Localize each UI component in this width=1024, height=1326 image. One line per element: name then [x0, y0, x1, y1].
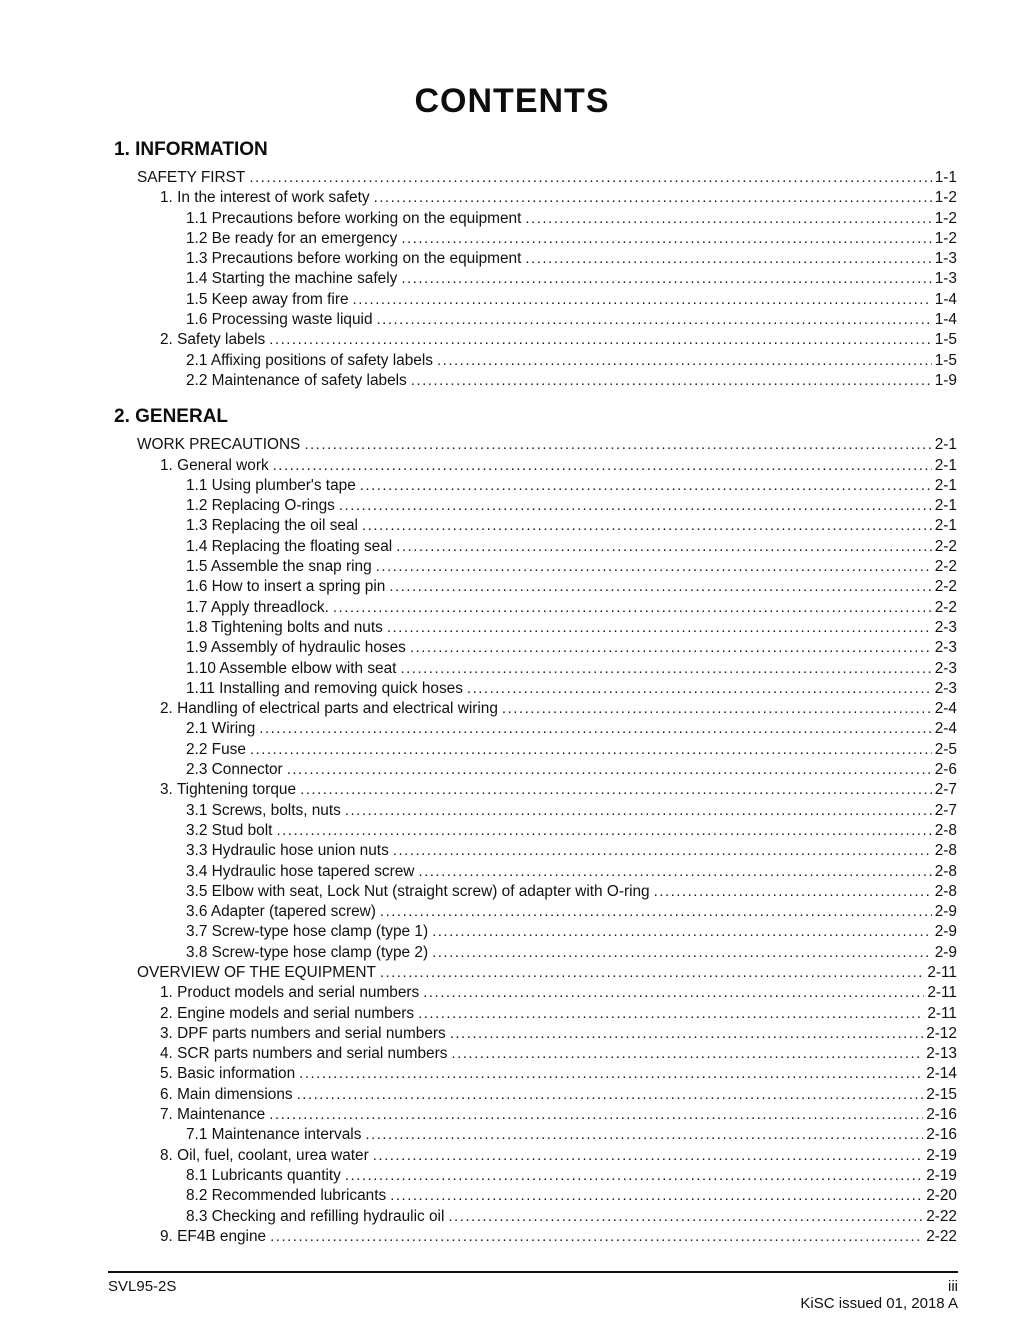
toc-entry-page: 2-16 [926, 1126, 957, 1144]
dot-leader [269, 330, 932, 350]
toc-entry-label: 2.3 Connector [186, 761, 283, 779]
dot-leader [380, 902, 932, 922]
toc-entry-label: 1.1 Precautions before working on the equipment [186, 209, 522, 227]
toc-entry-label: 1.7 Apply threadlock. [186, 598, 329, 616]
toc-row [160, 699, 957, 719]
dot-leader [299, 1064, 923, 1084]
footer-divider [108, 1271, 958, 1273]
toc-entry-page: 2-1 [934, 476, 957, 494]
dot-leader [345, 801, 932, 821]
toc-row [186, 638, 957, 658]
toc-row [186, 476, 957, 496]
toc-row [186, 209, 957, 229]
dot-leader [374, 188, 932, 208]
toc-entry-page: 2-2 [934, 537, 957, 555]
dot-leader [269, 1105, 923, 1125]
dot-leader [300, 780, 932, 800]
dot-leader [287, 760, 932, 780]
footer-model: SVL95-2S [108, 1278, 177, 1295]
toc-row [186, 801, 957, 821]
toc-entry-label: 3.4 Hydraulic hose tapered screw [186, 862, 415, 880]
toc-entry-label: 1.4 Replacing the floating seal [186, 537, 393, 555]
toc-entry-page: 1-2 [934, 209, 957, 227]
footer-issue: KiSC issued 01, 2018 A [800, 1295, 958, 1312]
toc-entry-page: 2-20 [926, 1187, 957, 1205]
toc-entry-label: 1.3 Replacing the oil seal [186, 517, 358, 535]
dot-leader [390, 1186, 923, 1206]
toc-row [186, 882, 957, 902]
toc-entry-page: 2-9 [934, 903, 957, 921]
dot-leader [525, 209, 931, 229]
toc-entry-label: 2.2 Maintenance of safety labels [186, 371, 407, 389]
toc-entry-label: 1.11 Installing and removing quick hoses [186, 679, 463, 697]
toc-entry-page: 1-3 [934, 250, 957, 268]
toc-entry-page: 2-15 [926, 1085, 957, 1103]
toc-row [186, 821, 957, 841]
dot-leader [259, 719, 931, 739]
toc-entry-label: 2. Handling of electrical parts and electrical wiring [160, 700, 498, 718]
toc-entry-page: 1-5 [934, 351, 957, 369]
toc-entry-label: 1.9 Assembly of hydraulic hoses [186, 639, 406, 657]
toc-entry-page: 1-3 [934, 270, 957, 288]
dot-leader [377, 310, 932, 330]
toc-row [160, 1044, 957, 1064]
dot-leader [249, 168, 931, 188]
toc-entry-page: 2-7 [934, 781, 957, 799]
toc-entry-page: 2-19 [926, 1166, 957, 1184]
dot-leader [304, 435, 931, 455]
toc-entry-page: 2-5 [934, 740, 957, 758]
toc-row [186, 537, 957, 557]
toc-entry-label: 1.1 Using plumber's tape [186, 476, 356, 494]
dot-leader [437, 351, 932, 371]
dot-leader [380, 963, 924, 983]
toc-row [186, 902, 957, 922]
footer-page-number: iii [948, 1278, 958, 1295]
dot-leader [401, 229, 931, 249]
toc-entry-label: 1.6 Processing waste liquid [186, 311, 373, 329]
toc-entry-label: WORK PRECAUTIONS [137, 436, 301, 454]
toc-row [160, 456, 957, 476]
toc-row [160, 330, 957, 350]
toc-entry-label: 1.10 Assemble elbow with seat [186, 659, 397, 677]
toc-row [186, 841, 957, 861]
toc-entry-page: 2-4 [934, 720, 957, 738]
toc-row [186, 557, 957, 577]
dot-leader [525, 249, 931, 269]
toc-row [186, 249, 957, 269]
toc-entry-page: 2-1 [934, 456, 957, 474]
toc-entry-label: 3.5 Elbow with seat, Lock Nut (straight screw) of adapter with O-ring [186, 882, 650, 900]
toc-entry-page: 1-4 [934, 311, 957, 329]
toc-entry-page: 2-3 [934, 618, 957, 636]
toc-entry-label: 8.3 Checking and refilling hydraulic oil [186, 1207, 445, 1225]
toc-entry-page: 2-8 [934, 842, 957, 860]
dot-leader [333, 598, 932, 618]
toc-row [186, 659, 957, 679]
toc-entry-label: 8.2 Recommended lubricants [186, 1187, 387, 1205]
toc-row [186, 310, 957, 330]
toc-entry-label: 9. EF4B engine [160, 1227, 267, 1245]
dot-leader [387, 618, 932, 638]
toc-entry-label: 3.3 Hydraulic hose union nuts [186, 842, 389, 860]
page-footer [108, 1271, 958, 1312]
dot-leader [432, 922, 932, 942]
toc-entry-label: 1.6 How to insert a spring pin [186, 578, 386, 596]
dot-leader [345, 1166, 923, 1186]
dot-leader [297, 1085, 924, 1105]
toc-row [137, 435, 957, 455]
page-title: CONTENTS [414, 82, 610, 120]
toc-row [160, 1024, 957, 1044]
toc-row [160, 780, 957, 800]
dot-leader [362, 516, 932, 536]
dot-leader [432, 943, 932, 963]
toc-row [160, 1064, 957, 1084]
toc-entry-page: 2-12 [926, 1024, 957, 1042]
dot-leader [401, 269, 931, 289]
toc-entry-label: 3.1 Screws, bolts, nuts [186, 801, 341, 819]
toc-row [186, 371, 957, 391]
toc-entry-page: 2-2 [934, 578, 957, 596]
dot-leader [373, 1146, 923, 1166]
toc-row [186, 290, 957, 310]
dot-leader [423, 983, 924, 1003]
dot-leader [360, 476, 932, 496]
toc-entry-label: 3.8 Screw-type hose clamp (type 2) [186, 943, 429, 961]
dot-leader [502, 699, 932, 719]
toc-row [186, 862, 957, 882]
toc-row [186, 269, 957, 289]
toc-entry-label: 2.2 Fuse [186, 740, 246, 758]
dot-leader [393, 841, 932, 861]
toc-entry-label: 1. Product models and serial numbers [160, 984, 420, 1002]
toc-entry-label: 3.2 Stud bolt [186, 821, 273, 839]
toc-row [186, 577, 957, 597]
dot-leader [418, 1004, 924, 1024]
toc-entry-label: 1.5 Assemble the snap ring [186, 558, 372, 576]
dot-leader [396, 537, 932, 557]
toc-entry-label: 3. DPF parts numbers and serial numbers [160, 1024, 446, 1042]
toc-row [160, 1085, 957, 1105]
toc-entry-label: 6. Main dimensions [160, 1085, 293, 1103]
toc-entry-label: 3. Tightening torque [160, 781, 297, 799]
dot-leader [411, 371, 932, 391]
toc-row [160, 1227, 957, 1247]
dot-leader [276, 821, 931, 841]
toc-row [186, 1186, 957, 1206]
toc-entry-page: 2-2 [934, 558, 957, 576]
toc-row [186, 496, 957, 516]
toc-section [0, 406, 1024, 1247]
toc-row [186, 1125, 957, 1145]
toc-entry-label: SAFETY FIRST [137, 169, 246, 186]
dot-leader [400, 659, 931, 679]
toc-entry-label: 2. Engine models and serial numbers [160, 1004, 415, 1022]
toc-entry-page: 2-3 [934, 679, 957, 697]
toc-entry-page: 1-9 [934, 371, 957, 389]
toc-entry-label: 8. Oil, fuel, coolant, urea water [160, 1146, 369, 1164]
toc-entry-label: 1.5 Keep away from fire [186, 290, 349, 308]
toc-entry-page: 2-19 [926, 1146, 957, 1164]
toc-row [186, 943, 957, 963]
toc-entry-page: 2-13 [926, 1045, 957, 1063]
toc-entry-label: 1.4 Starting the machine safely [186, 270, 398, 288]
toc-entry-page: 2-2 [934, 598, 957, 616]
toc-entry-label: 2.1 Affixing positions of safety labels [186, 351, 433, 369]
toc-entry-label: 7. Maintenance [160, 1106, 266, 1124]
toc-row [160, 188, 957, 208]
toc-row [186, 229, 957, 249]
toc-entry-label: 1.2 Be ready for an emergency [186, 229, 398, 247]
toc-entry-label: 4. SCR parts numbers and serial numbers [160, 1045, 448, 1063]
toc-entry-page: 2-8 [934, 882, 957, 900]
toc-entry-page: 2-1 [934, 436, 957, 454]
dot-leader [365, 1125, 923, 1145]
dot-leader [389, 577, 931, 597]
toc-entry-label: 1. General work [160, 456, 269, 474]
toc-row [186, 1207, 957, 1227]
toc-row [160, 983, 957, 1003]
toc-row [186, 922, 957, 942]
toc-row [186, 679, 957, 699]
toc-entry-page: 2-4 [934, 700, 957, 718]
toc-row [160, 1146, 957, 1166]
toc-row [186, 351, 957, 371]
toc-entry-label: 1.2 Replacing O-rings [186, 497, 335, 515]
toc-entry-label: 3.6 Adapter (tapered screw) [186, 903, 376, 921]
toc-entry-label: 8.1 Lubricants quantity [186, 1166, 341, 1184]
toc-entry-page: 2-16 [926, 1106, 957, 1124]
toc-entry-page: 2-11 [927, 963, 957, 981]
dot-leader [273, 456, 932, 476]
toc-row [160, 1004, 957, 1024]
dot-leader [339, 496, 932, 516]
toc-row [186, 760, 957, 780]
dot-leader [654, 882, 932, 902]
toc-row [137, 963, 957, 983]
toc-entry-label: 1.3 Precautions before working on the equipment [186, 250, 522, 268]
toc-entry-label: 7.1 Maintenance intervals [186, 1126, 362, 1144]
toc-row [186, 1166, 957, 1186]
toc-entry-label: 1.8 Tightening bolts and nuts [186, 618, 383, 636]
toc-entry-page: 2-22 [926, 1207, 957, 1225]
toc-section [0, 139, 1024, 391]
toc-entry-page: 2-1 [934, 517, 957, 535]
dot-leader [450, 1024, 923, 1044]
toc-row [186, 516, 957, 536]
toc-entry-page: 2-11 [927, 984, 957, 1002]
dot-leader [270, 1227, 923, 1247]
toc-entry-page: 2-3 [934, 639, 957, 657]
dot-leader [451, 1044, 923, 1064]
toc-entry-page: 2-11 [927, 1004, 957, 1022]
toc-row [137, 168, 957, 188]
toc-entry-page: 2-8 [934, 862, 957, 880]
toc-entry-label: 3.7 Screw-type hose clamp (type 1) [186, 923, 429, 941]
toc-row [186, 618, 957, 638]
toc-entry-page: 1-4 [934, 290, 957, 308]
toc-entry-page: 1-1 [934, 169, 957, 186]
toc-entry-label: 2.1 Wiring [186, 720, 256, 738]
dot-leader [410, 638, 932, 658]
toc-entry-page: 2-7 [934, 801, 957, 819]
toc-row [186, 598, 957, 618]
toc-section-heading: 1. INFORMATION [114, 139, 268, 160]
toc-section-heading: 2. GENERAL [114, 406, 229, 428]
toc-entry-page: 2-22 [926, 1227, 957, 1245]
toc-entry-page: 1-2 [934, 189, 957, 207]
toc-row [160, 1105, 957, 1125]
toc-row [186, 740, 957, 760]
toc-entry-page: 2-9 [934, 943, 957, 961]
toc-entry-page: 1-5 [934, 331, 957, 349]
dot-leader [448, 1207, 923, 1227]
toc-entry-page: 2-14 [926, 1065, 957, 1083]
dot-leader [467, 679, 932, 699]
dot-leader [353, 290, 932, 310]
toc-entry-label: 2. Safety labels [160, 331, 266, 349]
toc-entry-page: 2-8 [934, 821, 957, 839]
table-of-contents [0, 139, 1024, 1247]
toc-entry-label: 1. In the interest of work safety [160, 189, 370, 207]
dot-leader [418, 862, 931, 882]
toc-entry-page: 2-3 [934, 659, 957, 677]
dot-leader [376, 557, 932, 577]
toc-entry-page: 1-2 [934, 229, 957, 247]
toc-entry-label: OVERVIEW OF THE EQUIPMENT [137, 963, 376, 981]
toc-entry-page: 2-1 [934, 497, 957, 515]
dot-leader [250, 740, 932, 760]
toc-entry-page: 2-6 [934, 761, 957, 779]
toc-entry-page: 2-9 [934, 923, 957, 941]
toc-entry-label: 5. Basic information [160, 1065, 296, 1083]
toc-row [186, 719, 957, 739]
